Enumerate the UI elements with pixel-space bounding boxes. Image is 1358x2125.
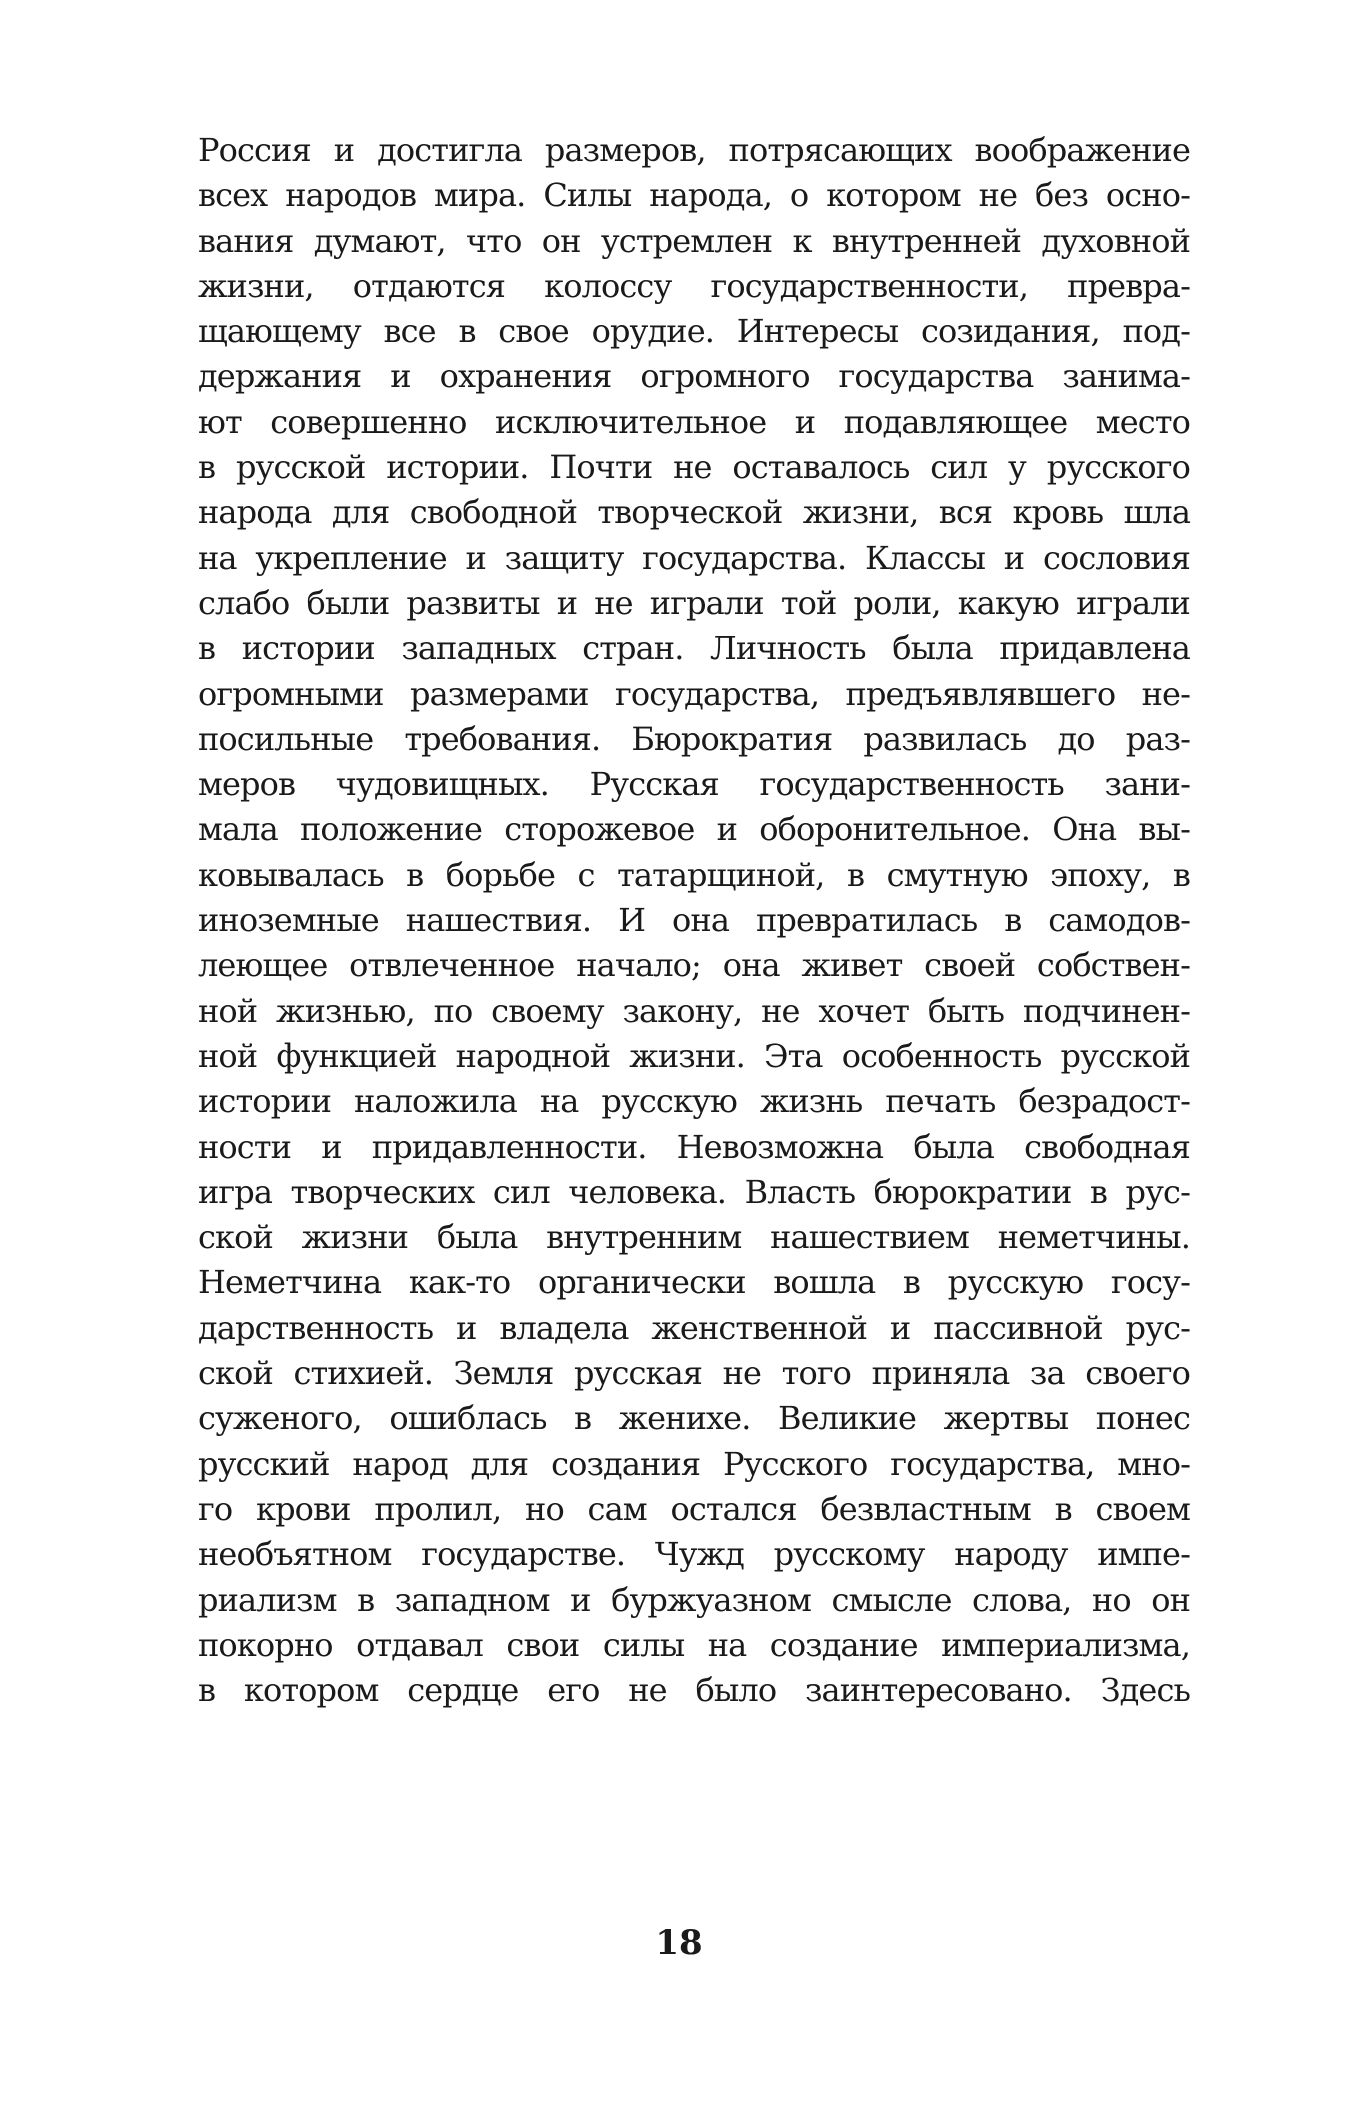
text-line: меров чудовищных. Русская государственность зани- [198, 765, 1190, 804]
text-line: игра творческих сил человека. Власть бюрократии в рус- [198, 1172, 1190, 1211]
text-line: ности и придавленности. Невозможна была свободная [198, 1127, 1190, 1166]
text-line: слабо были развиты и не играли той роли, какую играли [198, 583, 1190, 622]
text-line: вания думают, что он устремлен к внутренней духовной [198, 221, 1190, 260]
text-line: ской стихией. Земля русская не того приняла за своего [198, 1354, 1190, 1393]
page-number: 18 [655, 1923, 703, 1963]
text-line: жизни, отдаются колоссу государственности, превра- [198, 266, 1190, 305]
text-line: Неметчина как-то органически вошла в русскую госу- [198, 1263, 1190, 1302]
text-line: леющее отвлеченное начало; она живет своей собствен- [198, 946, 1190, 985]
text-line: иноземные нашествия. И она превратилась в самодов- [198, 901, 1190, 940]
text-line: Россия и достигла размеров, потрясающих воображение [198, 131, 1190, 169]
text-line: на укрепление и защиту государства. Классы и сословия [198, 538, 1190, 577]
text-line: суженого, ошиблась в женихе. Великие жертвы понес [198, 1399, 1190, 1438]
text-line: мала положение сторожевое и оборонительное. Она вы- [198, 810, 1190, 849]
text-line: ют совершенно исключительное и подавляющее место [198, 402, 1190, 441]
text-line: истории наложила на русскую жизнь печать безрадост- [198, 1082, 1190, 1121]
text-line: ской жизни была внутренним нашествием неметчины. [198, 1218, 1190, 1257]
text-line: щающему все в свое орудие. Интересы созидания, под- [198, 312, 1190, 351]
text-line: народа для свободной творческой жизни, вся кровь шла [198, 493, 1190, 532]
text-line: ковывалась в борьбе с татарщиной, в смутную эпоху, в [198, 855, 1190, 894]
text-line: дарственность и владела женственной и пассивной рус- [198, 1308, 1190, 1347]
text-line: русский народ для создания Русского государства, мно- [198, 1444, 1190, 1483]
text-line: необъятном государстве. Чужд русскому народу импе- [198, 1535, 1190, 1574]
text-line: в котором сердце его не было заинтересовано. Здесь [198, 1671, 1190, 1710]
text-line: ной жизнью, по своему закону, не хочет быть подчинен- [198, 991, 1190, 1030]
text-line: посильные требования. Бюрократия развилась до раз- [198, 719, 1190, 758]
text-line: огромными размерами государства, предъявлявшего не- [198, 674, 1190, 713]
text-line: всех народов мира. Силы народа, о котором не без осно- [198, 176, 1190, 215]
text-line: риализм в западном и буржуазном смысле слова, но он [198, 1580, 1190, 1619]
text-line: держания и охранения огромного государства занима- [198, 357, 1190, 396]
text-line: в русской истории. Почти не оставалось сил у русского [198, 448, 1190, 487]
text-line: го крови пролил, но сам остался безвластным в своем [198, 1489, 1190, 1528]
text-line: в истории западных стран. Личность была придавлена [198, 629, 1190, 668]
text-line: покорно отдавал свои силы на создание империализма, [198, 1625, 1190, 1664]
text-line: ной функцией народной жизни. Эта особенность русской [198, 1036, 1190, 1075]
body-text [198, 128, 1190, 1713]
